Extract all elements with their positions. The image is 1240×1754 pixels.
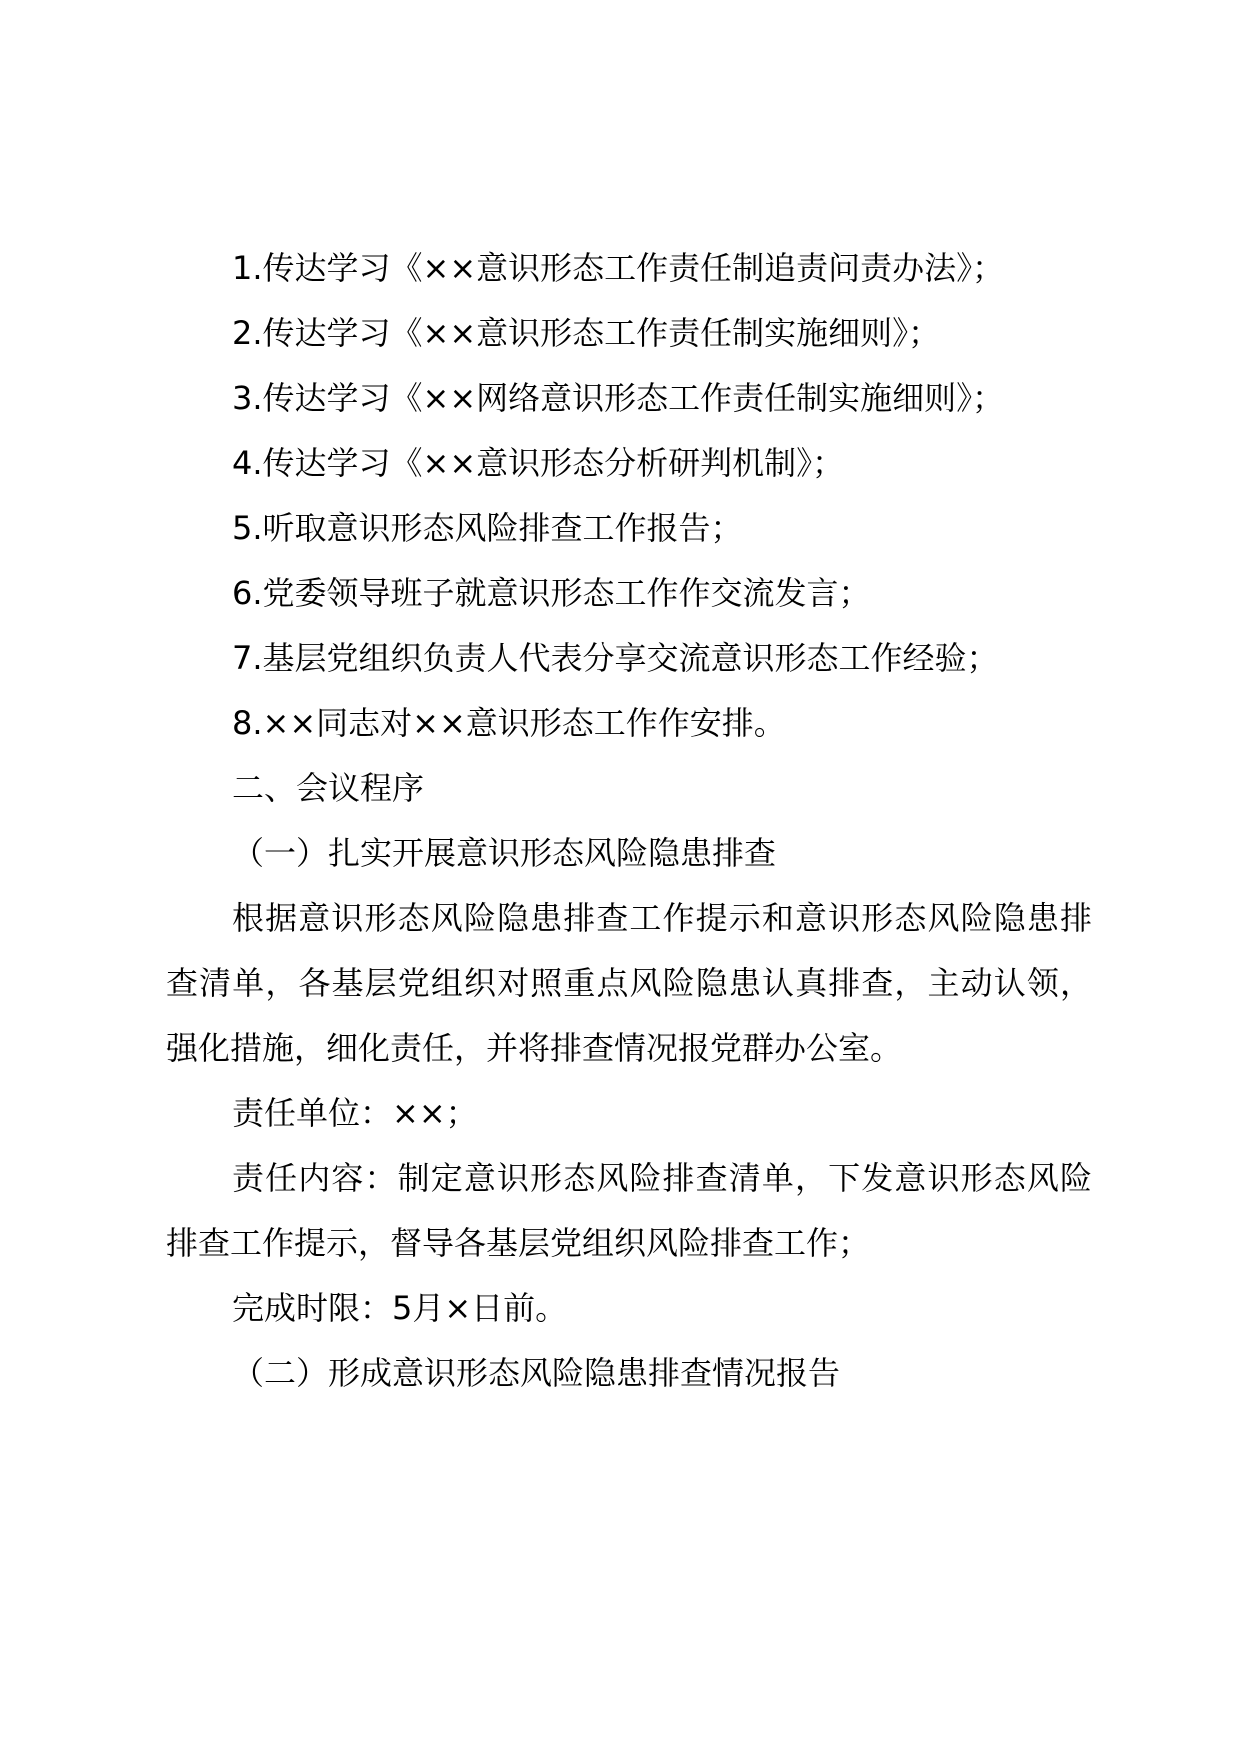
responsible-unit: 责任单位：××； — [232, 1094, 478, 1132]
agenda-item-5: 5.听取意识形态风险排查工作报告； — [232, 509, 743, 547]
subsection-heading-screening-report: （二）形成意识形态风险隐患排查情况报告 — [232, 1354, 841, 1392]
subsection-heading-risk-screening: （一）扎实开展意识形态风险隐患排查 — [232, 834, 777, 872]
agenda-item-4: 4.传达学习《××意识形态分析研判机制》； — [232, 444, 845, 482]
document-body — [166, 236, 1092, 1406]
agenda-item-8: 8.××同志对××意识形态工作作安排。 — [232, 704, 786, 742]
agenda-item-3: 3.传达学习《××网络意识形态工作责任制实施细则》； — [232, 379, 1005, 417]
agenda-item-6: 6.党委领导班子就意识形态工作作交流发言； — [232, 574, 871, 612]
agenda-item-1: 1.传达学习《××意识形态工作责任制追责问责办法》； — [232, 249, 1005, 287]
completion-deadline: 完成时限：5月×日前。 — [232, 1289, 568, 1327]
responsible-content: 责任内容：制定意识形态风险排查清单，下发意识形态风险排查工作提示，督导各基层党组织风险排查工作； — [166, 1159, 1092, 1262]
paragraph-risk-screening: 根据意识形态风险隐患排查工作提示和意识形态风险隐患排查清单，各基层党组织对照重点风险隐患认真排查，主动认领，强化措施，细化责任，并将排查情况报党群办公室。 — [166, 899, 1092, 1067]
agenda-item-2: 2.传达学习《××意识形态工作责任制实施细则》； — [232, 314, 941, 352]
section-heading-meeting-procedure: 二、会议程序 — [232, 769, 425, 807]
agenda-item-7: 7.基层党组织负责人代表分享交流意识形态工作经验； — [232, 639, 999, 677]
